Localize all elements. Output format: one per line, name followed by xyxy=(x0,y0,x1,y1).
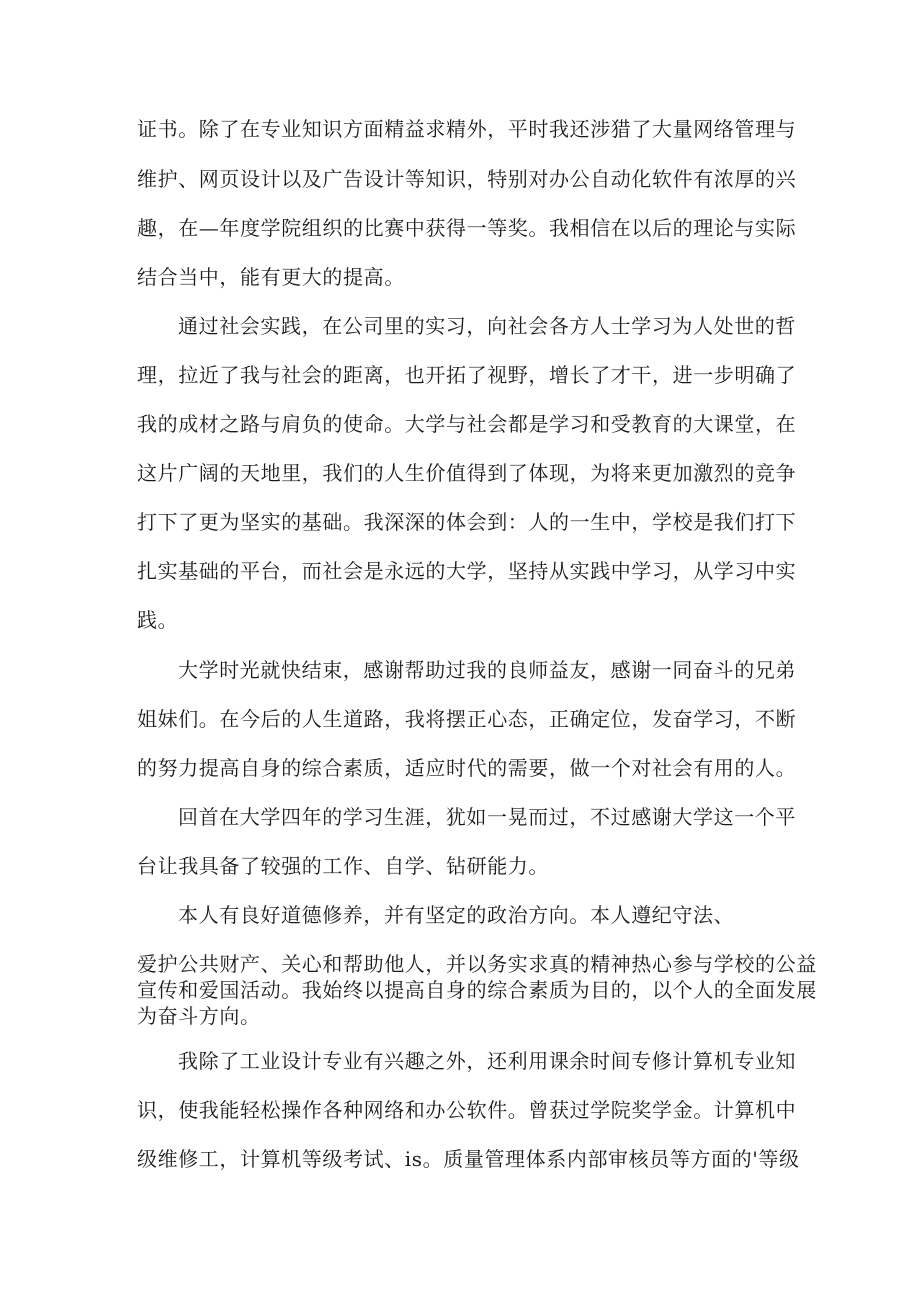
text-line: 回首在大学四年的学习生涯，犹如一晃而过，不过感谢大学这一个平 xyxy=(178,805,796,829)
text-line: 扎实基础的平台，而社会是永远的大学，坚持从实践中学习，从学习中实 xyxy=(137,559,797,583)
text-line: 的努力提高自身的综合素质，适应时代的需要，做一个对社会有用的人。 xyxy=(137,756,797,780)
text-line: 证书。除了在专业知识方面精益求精外，平时我还涉猎了大量网络管理与 xyxy=(137,117,797,141)
text-line: 践。 xyxy=(137,608,179,632)
text-line: 通过社会实践，在公司里的实习，向社会各方人士学习为人处世的哲 xyxy=(178,314,796,338)
text-line: 级维修工，计算机等级考试、is。质量管理体系内部审核员等方面的'等级 xyxy=(137,1147,800,1171)
text-line: 维护、网页设计以及广告设计等知识，特别对办公自动化软件有浓厚的兴 xyxy=(137,167,797,191)
text-line: 理，拉近了我与社会的距离，也开拓了视野，增长了才干，进一步明确了 xyxy=(137,363,797,387)
text-line: 爱护公共财产、关心和帮助他人，并以务实求真的精神热心参与学校的公益 xyxy=(137,952,817,976)
text-line: 这片广阔的天地里，我们的人生价值得到了体现，为将来更加激烈的竞争 xyxy=(137,461,797,485)
text-line: 打下了更为坚实的基础。我深深的体会到：人的一生中，学校是我们打下 xyxy=(137,510,797,534)
text-line: 为奋斗方向。 xyxy=(137,1004,261,1028)
text-line: 宣传和爱国活动。我始终以提高自身的综合素质为目的，以个人的全面发展 xyxy=(137,978,817,1002)
text-line: 姐妹们。在今后的人生道路，我将摆正心态，正确定位，发奋学习，不断 xyxy=(137,707,797,731)
text-line: 识，使我能轻松操作各种网络和办公软件。曾获过学院奖学金。计算机中 xyxy=(137,1098,797,1122)
text-line: 台让我具备了较强的工作、自学、钻研能力。 xyxy=(137,854,549,878)
text-line: 趣，在—年度学院组织的比赛中获得一等奖。我相信在以后的理论与实际 xyxy=(137,216,797,240)
text-line: 本人有良好道德修养，并有坚定的政治方向。本人遵纪守法、 xyxy=(178,903,735,927)
text-line: 我除了工业设计专业有兴趣之外，还利用课余时间专修计算机专业知 xyxy=(178,1049,796,1073)
text-line: 结合当中，能有更大的提高。 xyxy=(137,265,405,289)
text-line: 我的成材之路与肩负的使命。大学与社会都是学习和受教育的大课堂，在 xyxy=(137,412,797,436)
text-line: 大学时光就快结束，感谢帮助过我的良师益友，感谢一同奋斗的兄弟 xyxy=(178,658,796,682)
